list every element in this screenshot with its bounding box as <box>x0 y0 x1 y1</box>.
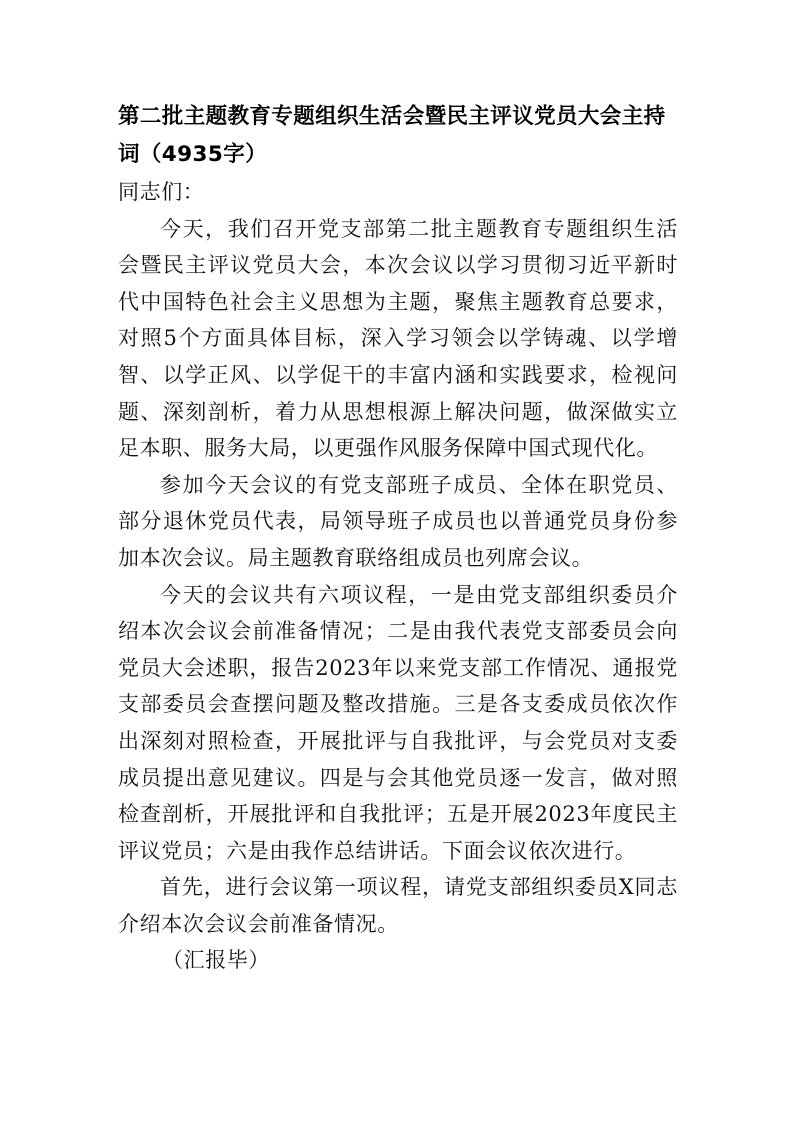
salutation: 同志们： <box>118 180 205 204</box>
document-body <box>118 98 678 979</box>
paragraph-first-item: 首先，进行会议第一项议程，请党支部组织委员X同志介绍本次会议会前准备情况。 <box>118 875 678 936</box>
paragraph-attendees: 参加今天会议的有党支部班子成员、全体在职党员、部分退休党员代表，局领导班子成员也以普通党员身份参加本次会议。局主题教育联络组成员也列席会议。 <box>118 472 678 570</box>
document-title: 第二批主题教育专题组织生活会暨民主评议党员大会主持词（4935字） <box>118 104 666 167</box>
paragraph-opening: 今天，我们召开党支部第二批主题教育专题组织生活会暨民主评议党员大会，本次会议以学习贯彻习近平新时代中国特色社会主义思想为主题，聚焦主题教育总要求，对照5个方面具体目标，深入学习领会以学铸魂、以学增智、以学正风、以学促干的丰富内涵和实践要求，检视问题、深刻剖析，着力从思想根源上解决问题，做深做实立足本职、服务大局，以更强作风服务保障中国式现代化。 <box>118 216 678 461</box>
paragraph-agenda: 今天的会议共有六项议程，一是由党支部组织委员介绍本次会议会前准备情况；二是由我代表党支部委员会向党员大会述职，报告2023年以来党支部工作情况、通报党支部委员会查摆问题及整改措施。三是各支委成员依次作出深刻对照检查，开展批评与自我批评，与会党员对支委成员提出意见建议。四是与会其他党员逐一发言，做对照检查剖析，开展批评和自我批评；五是开展2023年度民主评议党员；六是由我作总结讲话。下面会议依次进行。 <box>118 582 678 863</box>
report-finished-note: （汇报毕） <box>162 948 270 973</box>
